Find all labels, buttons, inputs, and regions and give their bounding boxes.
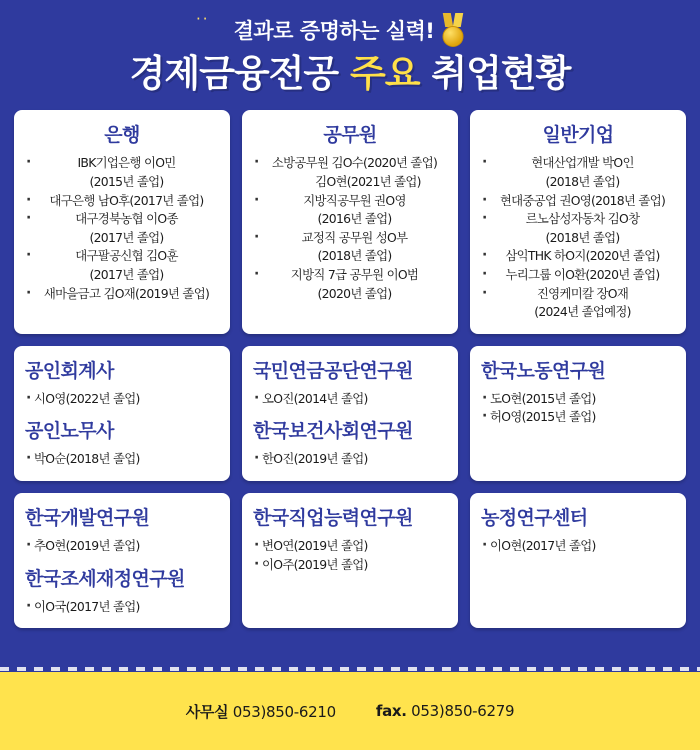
card-item-list [481, 537, 675, 555]
card-title: 한국보건사회연구원 [253, 420, 413, 443]
page-title [0, 52, 700, 96]
cards-row-2 [14, 346, 686, 481]
list-item: · 도O현(2015년 졸업) [481, 390, 675, 408]
list-item: · 시O영(2022년 졸업) [25, 390, 219, 408]
card-title: 은행 [104, 124, 140, 147]
office-label: 사무실 [185, 702, 229, 721]
list-item: · 이O국(2017년 졸업) [25, 598, 219, 616]
card-civil-servant [242, 110, 458, 333]
card-item-list [481, 390, 675, 426]
card-bank [14, 110, 230, 333]
card-title: 농정연구센터 [481, 507, 588, 530]
list-item: (2015년 졸업) [89, 174, 164, 189]
card-title: 공인회계사 [25, 359, 114, 382]
fax-number: 053)850-6279 [411, 702, 515, 720]
office-number: 053)850-6210 [232, 702, 336, 721]
list-item: · 교정직 공무원 성O부 [253, 229, 447, 247]
list-item: · 박O순(2018년 졸업) [25, 450, 219, 468]
card-title: 공인노무사 [25, 420, 114, 443]
list-item: (2018년 졸업) [317, 248, 392, 264]
list-item: · 변O연(2019년 졸업) [253, 537, 447, 555]
card-title: 한국직업능력연구원 [253, 507, 413, 530]
cards-row-1 [14, 110, 686, 333]
card-item-list [253, 537, 447, 573]
card-kdi-kipf [14, 493, 230, 628]
card-item-list [253, 450, 447, 468]
header [0, 0, 700, 96]
list-item: · 한O진(2019년 졸업) [253, 450, 447, 468]
list-item: · 대구팔공신협 김O훈 [25, 247, 219, 265]
list-item: (2018년 졸업) [545, 229, 620, 245]
title-part-2: 취업현황 [419, 52, 571, 95]
card-item-list [25, 598, 219, 616]
card-item-list [25, 390, 219, 408]
card-item-list [25, 537, 219, 555]
fax-label: fax. [375, 702, 407, 720]
decorative-dots: ·· [196, 10, 210, 28]
dashed-divider [0, 667, 700, 671]
card-item-list [25, 154, 219, 302]
title-part-1: 경제금융전공 [129, 52, 350, 95]
list-item: · 소방공무원 김O수(2020년 졸업) [253, 154, 447, 172]
list-item: · 르노삼성자동차 김O창 [481, 210, 675, 228]
card-item-list [481, 154, 675, 320]
list-item: · IBK기업은행 이O민 [25, 154, 219, 172]
card-cpa-labor-attorney [14, 346, 230, 481]
list-item: · 지방직 7급 공무원 이O범 [253, 266, 447, 284]
card-item-list [253, 154, 447, 302]
subtitle-row [0, 10, 700, 50]
contact-info [0, 672, 700, 750]
list-item: · 대구경북농협 이O종 [25, 210, 219, 228]
list-item: · 현대산업개발 박O인 [481, 154, 675, 172]
list-item: · 대구은행 남O후(2017년 졸업) [25, 192, 219, 210]
card-title: 국민연금공단연구원 [253, 359, 413, 382]
list-item: (2016년 졸업) [317, 211, 392, 227]
fax-number-group [376, 702, 514, 720]
cards-row-3 [14, 493, 686, 628]
card-pension-health-research [242, 346, 458, 481]
list-item: (2020년 졸업) [317, 285, 392, 301]
medal-icon [440, 13, 466, 47]
office-phone [186, 701, 336, 722]
list-item: · 현대중공업 권O영(2018년 졸업) [481, 192, 675, 210]
list-item: · 이O현(2017년 졸업) [481, 537, 675, 555]
list-item: · 지방직공무원 권O영 [253, 192, 447, 210]
list-item: · 오O진(2014년 졸업) [253, 390, 447, 408]
footer [0, 672, 700, 750]
subtitle: 결과로 증명하는 실력! [233, 19, 435, 43]
list-item: · 진영케미칼 장O재 [481, 285, 675, 303]
card-item-list [253, 390, 447, 408]
card-general-company [470, 110, 686, 333]
card-item-list [25, 450, 219, 468]
list-item: 김O현(2021년 졸업) [315, 174, 421, 189]
list-item: · 이O주(2019년 졸업) [253, 556, 447, 574]
list-item: (2017년 졸업) [89, 229, 164, 245]
card-title: 한국개발연구원 [25, 507, 150, 530]
card-title: 일반기업 [542, 124, 614, 147]
card-title: 한국노동연구원 [481, 359, 606, 382]
title-highlight: 주요 [350, 52, 420, 95]
list-item: (2024년 졸업예정) [534, 304, 631, 320]
list-item: (2017년 졸업) [89, 267, 164, 283]
list-item: · 삼익THK 하O지(2020년 졸업) [481, 247, 675, 265]
list-item: · 추O현(2019년 졸업) [25, 537, 219, 555]
card-labor-institute [470, 346, 686, 481]
card-title: 공무원 [323, 124, 377, 147]
card-vocational-competency-institute [242, 493, 458, 628]
card-agricultural-policy-center [470, 493, 686, 628]
list-item: · 누리그룹 이O환(2020년 졸업) [481, 266, 675, 284]
list-item: · 새마을금고 김O재(2019년 졸업) [25, 285, 219, 303]
card-title: 한국조세재정연구원 [25, 567, 185, 590]
list-item: (2018년 졸업) [545, 174, 620, 189]
list-item: · 허O영(2015년 졸업) [481, 408, 675, 426]
